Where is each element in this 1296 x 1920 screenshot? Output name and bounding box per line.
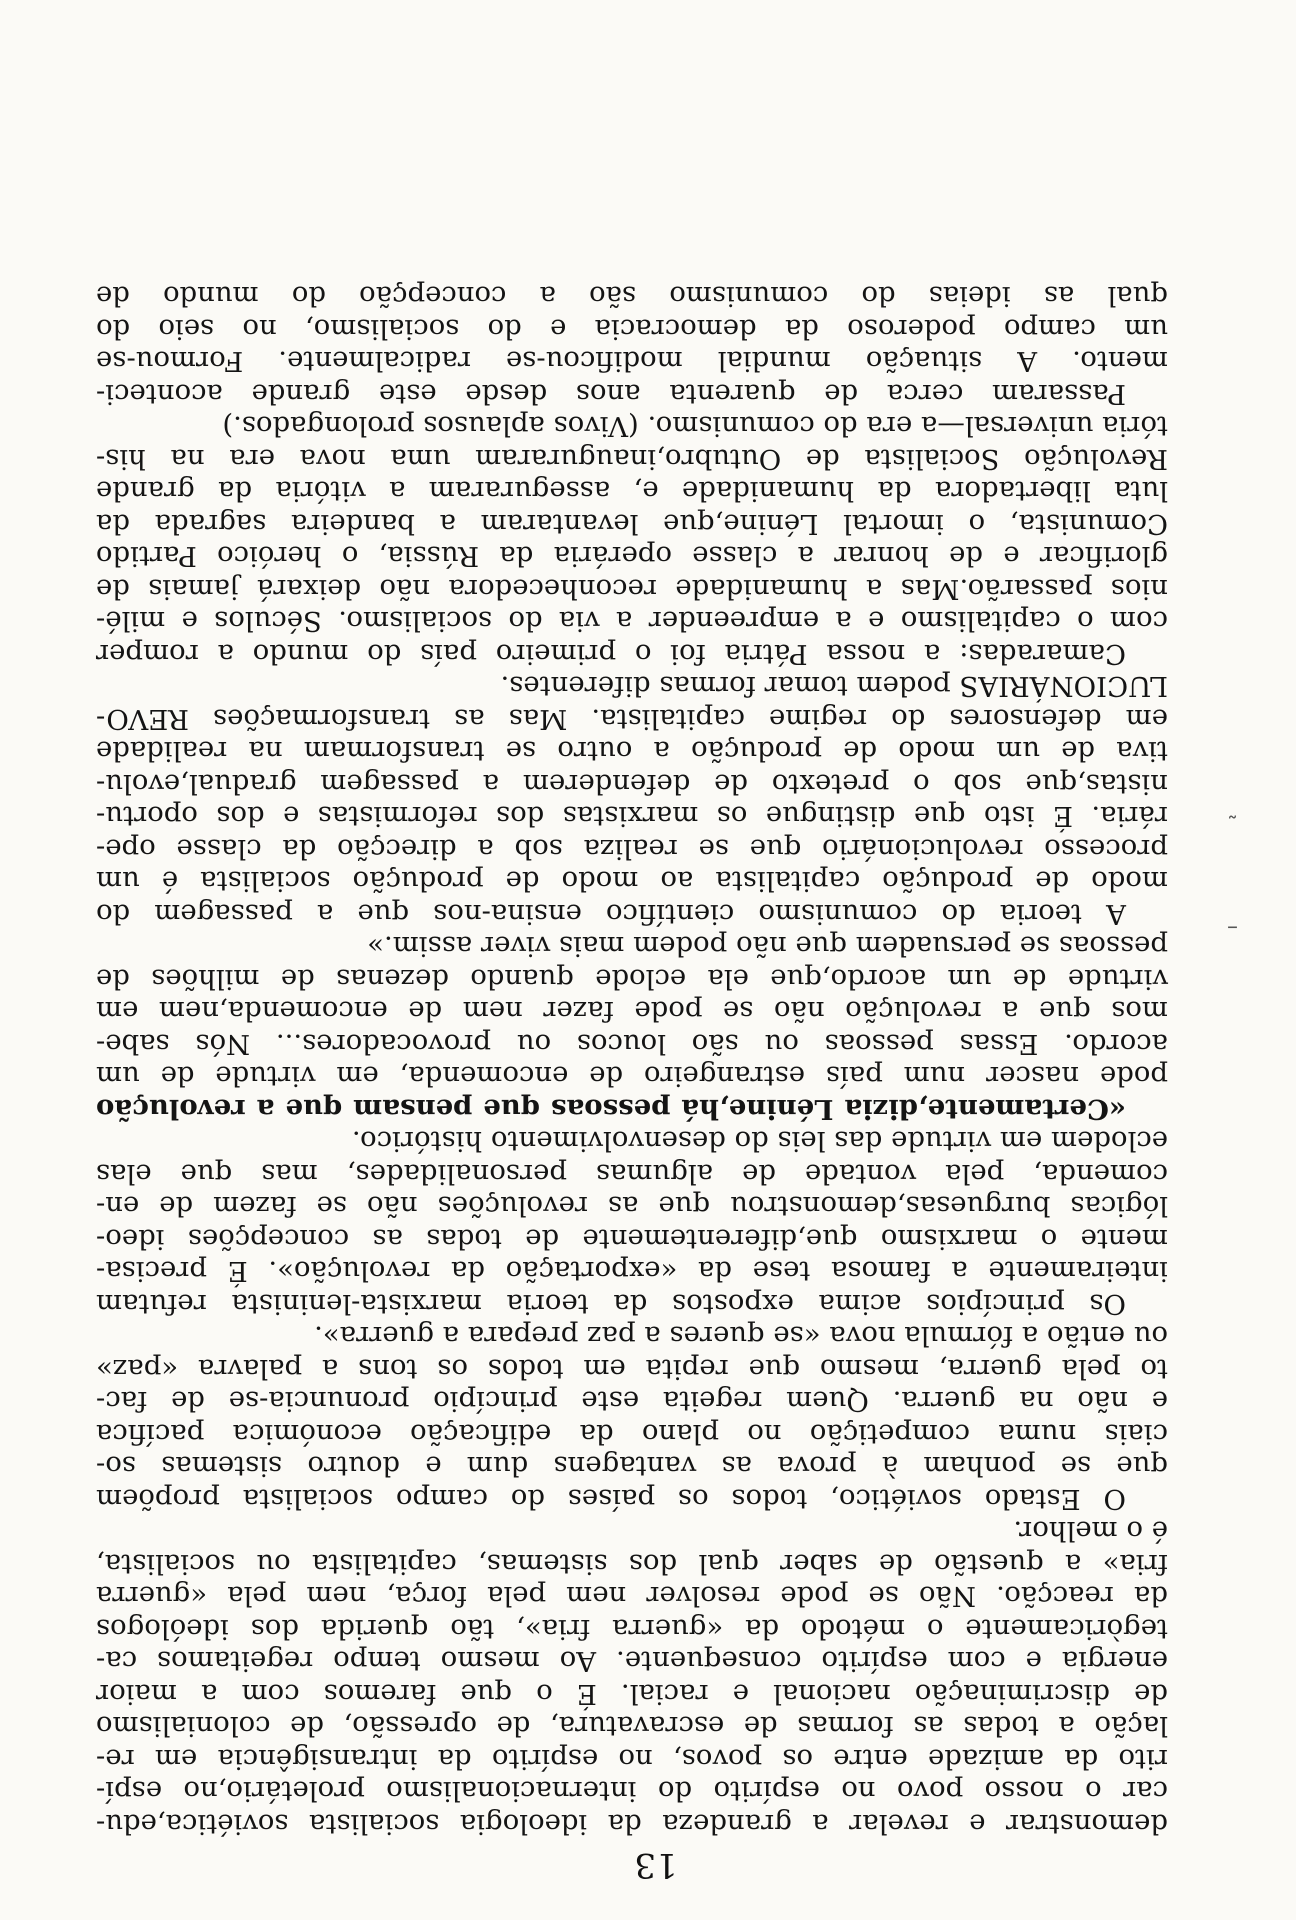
text-line: comenda, pela vontade de algumas personalidades, mas que elas xyxy=(96,1158,1168,1190)
text-line: acordo. Essas pessoas ou são loucos ou provocadores... Nós sabe- xyxy=(96,1028,1168,1060)
paragraph xyxy=(96,1320,1168,1515)
text-line: eclodem em virtude das leis do desenvolvimento histórico. xyxy=(351,1125,1168,1158)
text-line: Revolução Socialista de Outubro,inauguraram uma nova era na his- xyxy=(96,443,1168,475)
text-line: modo de produção capitalista ao modo de produção socialista é um xyxy=(96,865,1168,898)
text-line: nistas,que sob o pretexto de defenderem a passagem gradual,evolu- xyxy=(96,768,1168,800)
text-line: fria» a questão de saber qual dos sistemas, capitalista ou socialista, xyxy=(96,1548,1168,1580)
text-line: de discriminação nacional e racial. É o que faremos com a maior xyxy=(96,1678,1168,1710)
text-line: O Estado soviético, todos os países do campo socialista propõem xyxy=(96,1483,1126,1515)
text-line: LUCIONÁRIAS podem tomar formas diferentes. xyxy=(500,670,1168,703)
margin-dash-mark: – xyxy=(1227,915,1238,940)
text-line: Passaram cerca de quarenta anos desde este grande aconteci- xyxy=(96,378,1126,410)
text-line: mente o marxismo que,diferentemente de todas as concepções ideo- xyxy=(96,1223,1168,1255)
text-line: e não na guerra. Quem regeita este princípio pronuncia-se de fac- xyxy=(96,1385,1168,1418)
page-number: 13 xyxy=(634,1845,678,1885)
text-line: Comunista, o imortal Lénine,que levantaram a bandeira sagrada da xyxy=(96,508,1168,540)
text-line: lógicas burguesas,demonstrou que as revoluções não se fazem de en- xyxy=(96,1190,1168,1223)
text-line: é o melhor. xyxy=(1013,1515,1168,1548)
text-line: nios passarão.Mas a humanidade reconhecedora não deixará jamais de xyxy=(96,573,1168,605)
paragraph xyxy=(96,280,1168,410)
text-line: A teoria do comunismo científico ensina-nos que a passagem do xyxy=(96,898,1126,930)
text-line: da reacção. Não se pode resolver nem pela força, nem pela «guerra xyxy=(96,1580,1168,1613)
text-line: em defensores do regime capitalista. Mas as transformações REVO- xyxy=(96,703,1168,735)
text-line: ou então a fórmula nova «se queres a paz prepara a guerra». xyxy=(314,1320,1168,1353)
paragraph xyxy=(96,410,1168,670)
text-line: pode nascer num país estrangeiro de encomenda, em virtude de um xyxy=(96,1060,1168,1093)
text-line: tiva de um modo de produção a outro se transformam na realidade xyxy=(96,735,1168,768)
text-line: to pela guerra, mesmo que repita em todos os tons a palavra «paz» xyxy=(96,1353,1168,1385)
text-line: «Certamente,dizia Lénine,há pessoas que pensam que a revolução xyxy=(96,1093,1126,1125)
text-line: tória universal—a era do comunismo. (Vivos aplausos prolongados.) xyxy=(222,410,1168,443)
text-line: Camaradas: a nossa Pátria foi o primeiro país do mundo a romper xyxy=(96,638,1126,670)
text-line: lação a todas as formas de escravatura, de opressão, de colonialismo xyxy=(96,1710,1168,1743)
paragraph xyxy=(96,1515,1168,1840)
text-line: glorificar e de honrar a classe operária da Rússia, o heróico Partido xyxy=(96,540,1168,573)
text-line: um campo poderoso da democracia e do socialismo, no seio do xyxy=(96,313,1168,345)
text-line: que se ponham à prova as vantagens dum e doutro sistemas so- xyxy=(96,1450,1168,1483)
margin-dash-mark: ˜ xyxy=(1227,795,1238,820)
text-line: demonstrar e revelar a grandeza da ideologia socialista soviética,edu- xyxy=(96,1808,1168,1840)
text-line: tegòricamente o método da «guerra fria», tão querida dos ideólogos xyxy=(96,1613,1168,1645)
text-line: qual as ideias do comunismo são a concepção do mundo de xyxy=(96,280,1168,313)
text-line: processo revolucionário que se realiza sob a direcção da classe ope- xyxy=(96,833,1168,865)
text-line: rária. É isto que distingue os marxistas dos reformistas e dos oportu- xyxy=(96,800,1168,833)
text-line: energia e com espírito consequente. Ao mesmo tempo regeitamos ca- xyxy=(96,1645,1168,1678)
text-line: pessoas se persuadem que não podem mais viver assim.» xyxy=(367,930,1168,963)
text-line: car o nosso povo no espírito do internacionalismo proletário,no espí- xyxy=(96,1775,1168,1808)
paragraph xyxy=(96,670,1168,930)
text-line: mento. A situação mundial modificou-se radicalmente. Formou-se xyxy=(96,345,1168,378)
text-line: com o capitalismo e a empreender a via do socialismo. Séculos e milé- xyxy=(96,605,1168,638)
text-line: Os princípios acima expostos da teoria marxista-leninista refutam xyxy=(96,1288,1126,1320)
paragraph xyxy=(96,1125,1168,1320)
text-line: luta libertadora da humanidade e, asseguraram a vitória da grande xyxy=(96,475,1168,508)
text-line: ciais numa competição no plano da edificação económica pacífica xyxy=(96,1418,1168,1450)
text-line: inteiramente a famosa tese da «exportação da revolução». É precisa- xyxy=(96,1255,1168,1288)
text-line: mos que a revolução não se pode fazer nem de encomenda,nem em xyxy=(96,995,1168,1028)
text-line: virtude de um acordo,que ela eclode quando dezenas de milhões de xyxy=(96,963,1168,995)
body-text xyxy=(96,280,1168,1840)
paragraph xyxy=(96,930,1168,1125)
text-line: rito da amizade entre os povos, no espírito da intransigência em re- xyxy=(96,1743,1168,1775)
